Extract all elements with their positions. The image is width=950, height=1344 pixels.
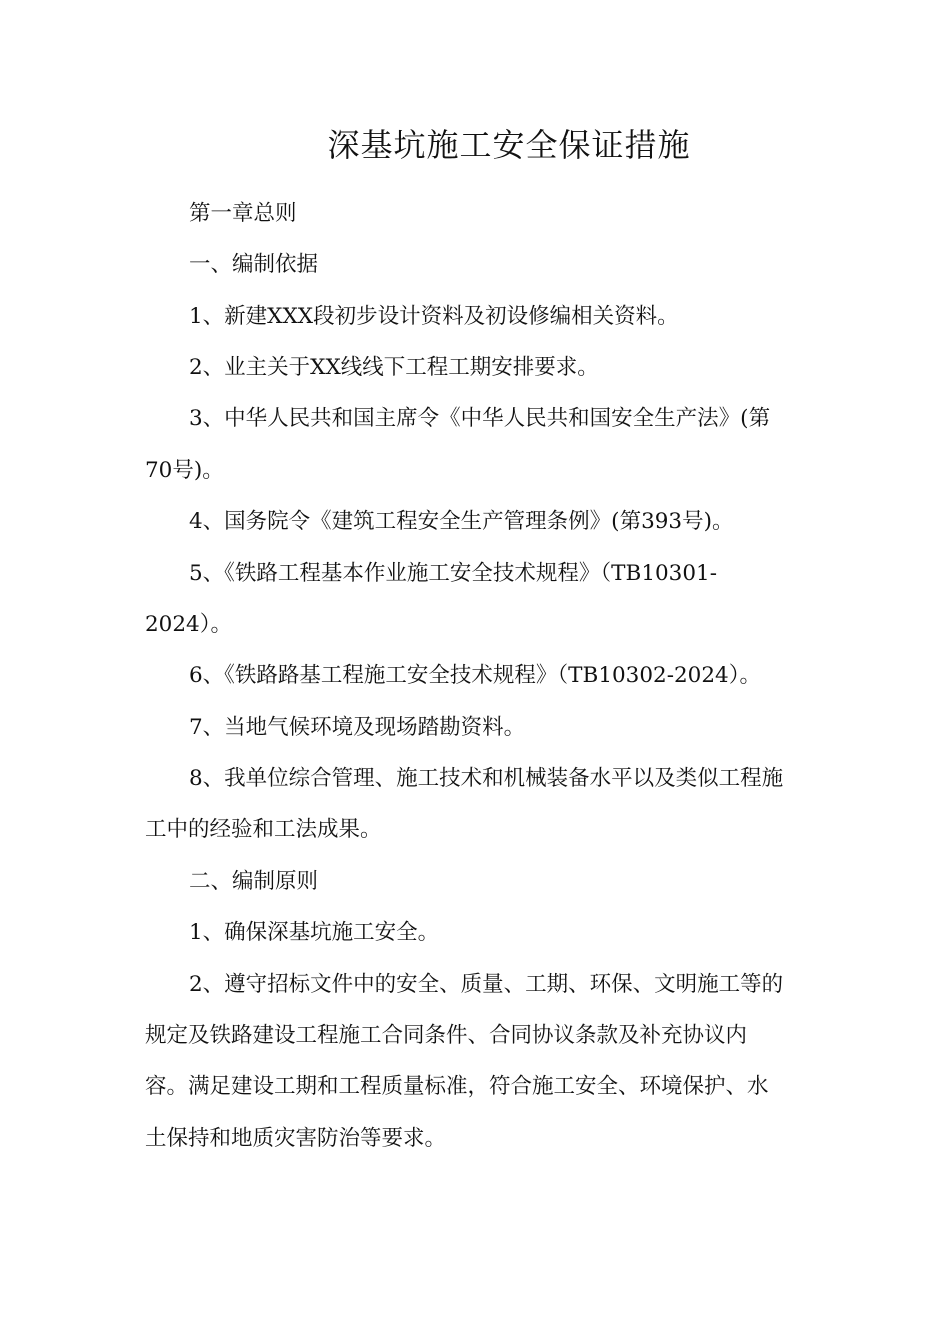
basis-item-8: 8、我单位综合管理、施工技术和机械装备水平以及类似工程施 bbox=[189, 766, 784, 791]
principle-item-2-continued-1: 规定及铁路建设工程施工合同条件、合同协议条款及补充协议内 bbox=[145, 1023, 748, 1048]
chapter-heading: 第一章总则 bbox=[189, 201, 297, 226]
principle-item-1: 1、确保深基坑施工安全。 bbox=[189, 920, 440, 945]
basis-item-4: 4、国务院令《建筑工程安全生产管理条例》(第393号)。 bbox=[189, 509, 734, 534]
section-heading-basis: 一、编制依据 bbox=[189, 252, 319, 277]
basis-item-8-continued: 工中的经验和工法成果。 bbox=[145, 817, 382, 842]
principle-item-2-continued-2: 容。满足建设工期和工程质量标准，符合施工安全、环境保护、水 bbox=[145, 1074, 769, 1099]
basis-item-7: 7、当地气候环境及现场踏勘资料。 bbox=[189, 715, 526, 740]
basis-item-5: 5、《铁路工程基本作业施工安全技术规程》（TB10301- bbox=[189, 561, 717, 586]
basis-item-1: 1、新建XXX段初步设计资料及初设修编相关资料。 bbox=[189, 304, 679, 329]
document-title: 深基坑施工安全保证措施 bbox=[327, 126, 691, 164]
basis-item-6: 6、《铁路路基工程施工安全技术规程》（TB10302-2024）。 bbox=[189, 663, 761, 688]
section-heading-principles: 二、编制原则 bbox=[189, 869, 319, 894]
basis-item-2: 2、业主关于XX线线下工程工期安排要求。 bbox=[189, 355, 599, 380]
basis-item-3: 3、中华人民共和国主席令《中华人民共和国安全生产法》(第 bbox=[189, 406, 771, 431]
principle-item-2-continued-3: 土保持和地质灾害防治等要求。 bbox=[145, 1126, 447, 1151]
basis-item-3-continued: 70号)。 bbox=[145, 458, 224, 483]
principle-item-2: 2、遵守招标文件中的安全、质量、工期、环保、文明施工等的 bbox=[189, 972, 784, 997]
basis-item-5-continued: 2024）。 bbox=[145, 612, 232, 637]
